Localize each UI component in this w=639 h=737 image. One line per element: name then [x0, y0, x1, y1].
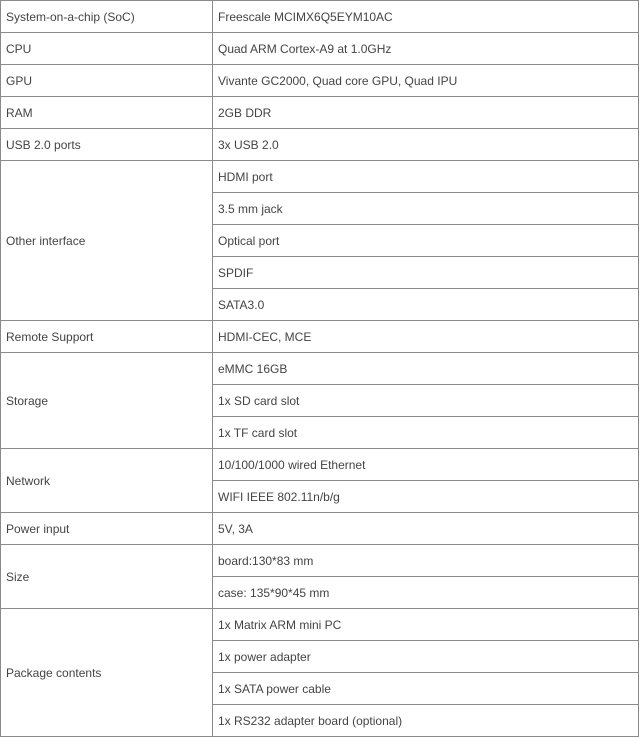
spec-value: WIFI IEEE 802.11n/b/g	[213, 481, 639, 513]
spec-value: 1x power adapter	[213, 641, 639, 673]
spec-label: Remote Support	[1, 321, 213, 353]
spec-value: Optical port	[213, 225, 639, 257]
table-row	[1, 609, 639, 641]
spec-value: eMMC 16GB	[213, 353, 639, 385]
table-row	[1, 65, 639, 97]
spec-value: 10/100/1000 wired Ethernet	[213, 449, 639, 481]
spec-label: RAM	[1, 97, 213, 129]
table-row	[1, 1, 639, 33]
spec-table-body	[1, 1, 639, 737]
spec-label: Power input	[1, 513, 213, 545]
spec-value: Quad ARM Cortex-A9 at 1.0GHz	[213, 33, 639, 65]
spec-value: Freescale MCIMX6Q5EYM10AC	[213, 1, 639, 33]
table-row	[1, 33, 639, 65]
spec-value: case: 135*90*45 mm	[213, 577, 639, 609]
spec-value: SATA3.0	[213, 289, 639, 321]
spec-label: Package contents	[1, 609, 213, 737]
spec-value: HDMI-CEC, MCE	[213, 321, 639, 353]
spec-label: CPU	[1, 33, 213, 65]
spec-value: 1x TF card slot	[213, 417, 639, 449]
spec-value: 3x USB 2.0	[213, 129, 639, 161]
table-row	[1, 353, 639, 385]
spec-label: Storage	[1, 353, 213, 449]
spec-value: SPDIF	[213, 257, 639, 289]
spec-value: 1x Matrix ARM mini PC	[213, 609, 639, 641]
spec-value: 1x SATA power cable	[213, 673, 639, 705]
table-row	[1, 321, 639, 353]
spec-label: Network	[1, 449, 213, 513]
spec-value: 5V, 3A	[213, 513, 639, 545]
table-row	[1, 129, 639, 161]
spec-label: Size	[1, 545, 213, 609]
table-row	[1, 97, 639, 129]
spec-label: USB 2.0 ports	[1, 129, 213, 161]
spec-label: System-on-a-chip (SoC)	[1, 1, 213, 33]
table-row	[1, 449, 639, 481]
spec-label: GPU	[1, 65, 213, 97]
spec-value: HDMI port	[213, 161, 639, 193]
spec-label: Other interface	[1, 161, 213, 321]
table-row	[1, 545, 639, 577]
table-row	[1, 513, 639, 545]
spec-value: Vivante GC2000, Quad core GPU, Quad IPU	[213, 65, 639, 97]
spec-value: 1x SD card slot	[213, 385, 639, 417]
spec-value: 2GB DDR	[213, 97, 639, 129]
spec-value: 1x RS232 adapter board (optional)	[213, 705, 639, 737]
table-row	[1, 161, 639, 193]
spec-value: 3.5 mm jack	[213, 193, 639, 225]
spec-value: board:130*83 mm	[213, 545, 639, 577]
